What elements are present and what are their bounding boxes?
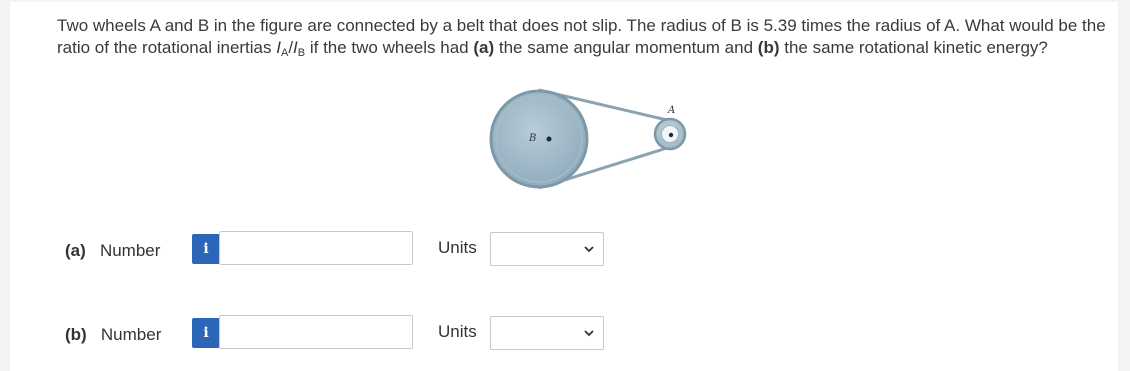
units-select-b[interactable] [490, 316, 604, 350]
number-input-b[interactable] [219, 315, 413, 349]
chevron-down-icon [583, 327, 595, 339]
answer-row-b [10, 315, 1118, 355]
wheel-a [655, 105, 685, 149]
wheel-a-label: A [668, 105, 676, 116]
chevron-down-icon [583, 243, 595, 255]
wheel-b [491, 91, 587, 187]
info-icon[interactable]: i [192, 234, 220, 264]
units-label-b: Units [438, 322, 477, 341]
question-card [10, 2, 1118, 371]
number-input-a[interactable] [219, 231, 413, 265]
units-select-a[interactable] [490, 232, 604, 266]
info-icon[interactable]: i [192, 318, 220, 348]
units-label-a: Units [438, 238, 477, 257]
part-a-label: (a) Number [65, 241, 161, 260]
wheel-b-label: B [529, 133, 537, 144]
part-b-label: (b) Number [65, 325, 162, 344]
question-text: Two wheels A and B in the figure are connected by a belt that does not slip. The radius of B is 5.39 times the radius of A. What would be the ratio of the rotational inertias $I_A/I_B$ if the two wheels had (a) the same angular momentum and (b) the same rotational kinetic energy? [57, 16, 1106, 59]
answer-row-a [10, 231, 1118, 271]
belt-wheels-figure [475, 85, 705, 195]
